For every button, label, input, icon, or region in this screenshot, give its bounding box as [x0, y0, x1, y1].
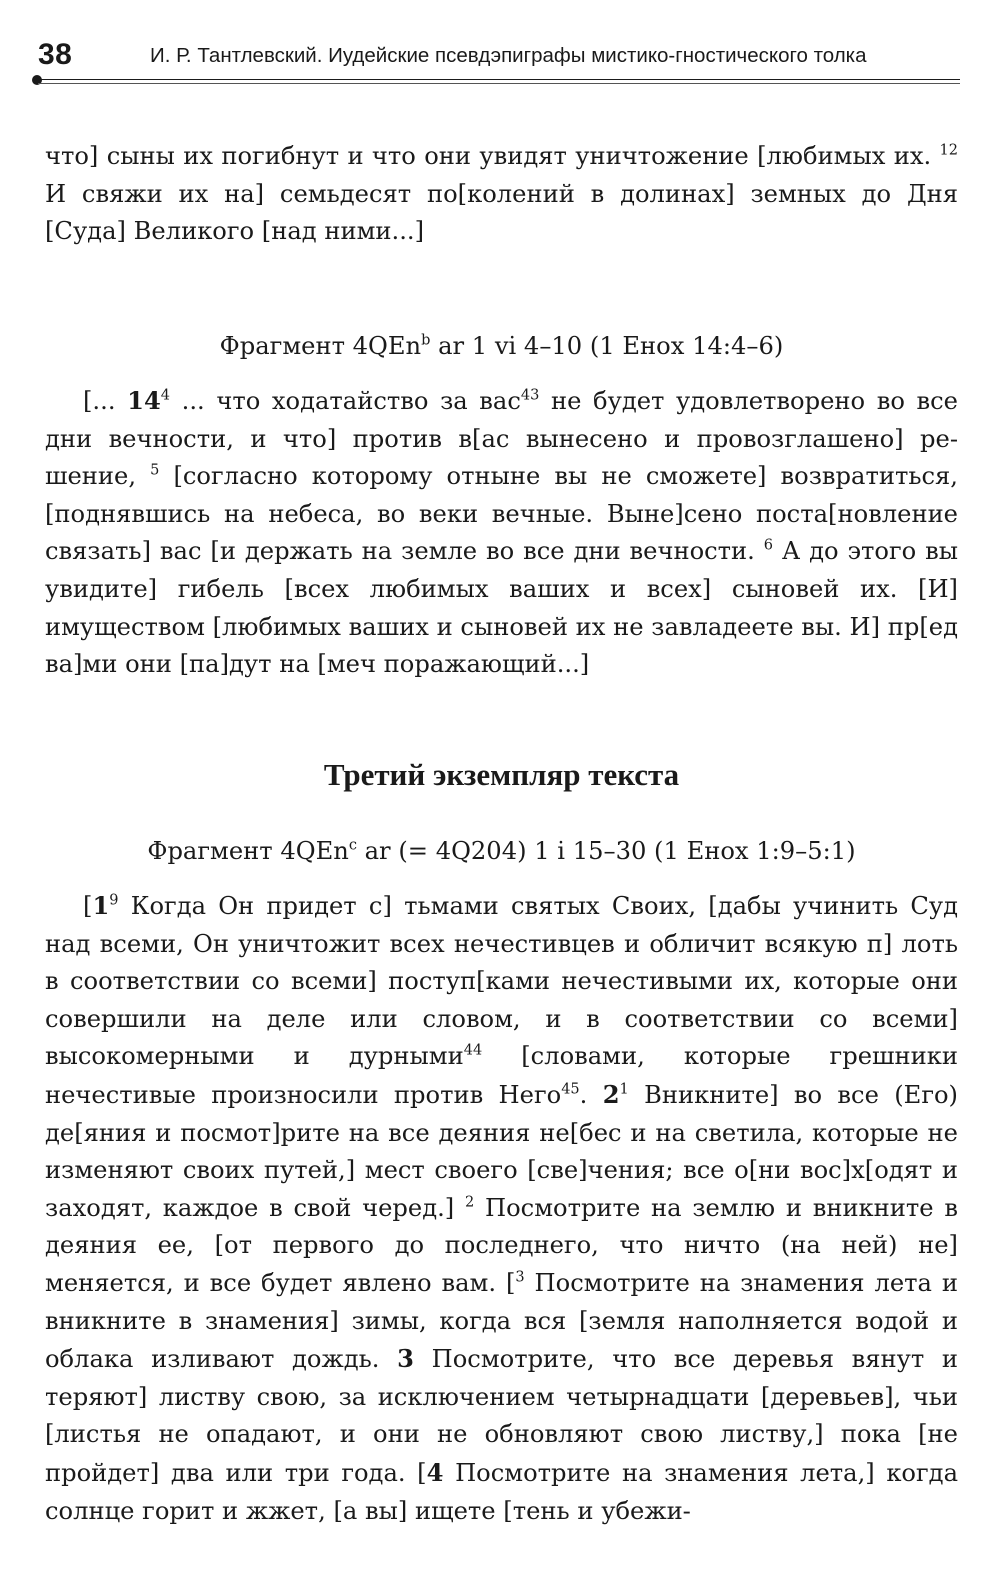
- text-run: А до этого вы увидите] гибель [всех любимых ваших и всех] сыновей их. [И] имуществом [любимых ваших и сыновей их не завладеете вы. И] пр[ед ва]ми они [па]дут на [меч поражающий...]: [45, 537, 959, 679]
- text-run: И свяжи их на] семьдесят по[колений в долинах] земных до: [45, 179, 892, 208]
- superscript: c: [348, 837, 357, 854]
- chapter-number: 14: [127, 386, 161, 415]
- section-title: Третий экземпляр текста: [323, 757, 680, 792]
- text-run: ar 1 vi 4–10 (1 Енох 14:4–6): [430, 332, 784, 360]
- text-run: Вникните] во все (Его) де[яния и посмот]рите на все деяния не[бес и на светила, которые не изменяют своих путей,] мест своего [све]чения; все о[ни вос]х[одят и заходят, каждое в свой черед.]: [45, 1080, 958, 1222]
- text-run: не будет удовлетворено во все дни вечности, и что] против в[ас вынесено и провозглашено] решение,: [45, 387, 958, 491]
- fragment-text-1: [45, 382, 958, 684]
- text-run: их.: [893, 142, 940, 170]
- text-run: Когда Он придет с] тьмами святых Своих, [дабы учинить Суд над всеми, Он уничтожит всех нечестивцев и обличит всякую п] лоть в соответствии со всеми] поступ[ками нечестивыми их, которые они совершили на деле или словом, и в соответствии со всеми] высокомерными и дурными: [45, 892, 958, 1071]
- text-line: что] сыны их погибнут и что они увидят уничтожение [любимых: [45, 142, 886, 170]
- fragment-heading-2: [45, 833, 958, 871]
- superscript: b: [421, 332, 431, 349]
- header-rule: [38, 79, 960, 80]
- text-run: [согласно которому отныне вы не сможете] возвратиться, [поднявшись на небеса, во веки вечные. Выне]сено поста[новление связать] вас [и держать на земле во все дни вечности.: [45, 462, 958, 566]
- text-run: Посмотрите на знамения лета,] когда солнце горит и жжет, [а вы] ищете [тень и убежи-: [45, 1458, 958, 1525]
- chapter-number: 1: [92, 891, 110, 920]
- text-run: Фрагмент 4QEn: [219, 332, 422, 360]
- verse-number: 12: [939, 142, 958, 159]
- page-number: 38: [38, 38, 73, 71]
- text-run: Посмотрите на землю и вникните в деяния ее, [от первого до последнего, что ничто (на ней) не] меняется, и все будет явлено вам. [: [45, 1193, 958, 1297]
- footnote-ref: 45: [561, 1081, 580, 1098]
- running-head-title: И. Р. Тантлевский. Иудейские псевдэпиграфы мистико-гностического толка: [150, 44, 867, 67]
- text-run: Посмотрите на знамения лета и вникните в знамения] зимы, когда вся [земля наполняется водой и облака изливают дождь.: [45, 1268, 958, 1374]
- text-run: Фрагмент 4QEn: [147, 837, 349, 865]
- verse-number: 1: [619, 1081, 629, 1098]
- verse-number: 6: [763, 537, 774, 554]
- footnote-ref: 44: [463, 1042, 483, 1059]
- text-line: Дня [Суда] Великого [над ними...]: [45, 179, 958, 246]
- running-head: [38, 30, 960, 78]
- verse-number: 2: [464, 1194, 475, 1211]
- fragment-text-2: [45, 887, 958, 1530]
- verse-number: 4: [160, 387, 171, 404]
- chapter-number: 4: [426, 1457, 444, 1487]
- text-run: ar (= 4Q204) 1 i 15–30 (1 Енох 1:9–5:1): [356, 837, 856, 865]
- text-run: [словами, которые грешники нечестивые произносили против Него: [45, 1042, 958, 1109]
- text-run: [: [83, 892, 93, 920]
- fragment-heading-1: [45, 328, 958, 366]
- text-run: ... что ходатайство за вас: [170, 387, 521, 415]
- verse-number: 5: [150, 462, 160, 479]
- paragraph-continuation: [45, 138, 958, 251]
- header-rule-thin: [38, 83, 960, 84]
- footnote-ref: 43: [520, 387, 540, 404]
- text-run: [...: [83, 387, 128, 415]
- chapter-number: 3: [397, 1344, 414, 1374]
- text-run: Посмотрите, что все деревья вянут и теряют] листву свою, за исключением четырнадцати [деревьев], чьи [листья не опадают, и они не обновляют свою листву,] пока [не пройдет] два или три года. [: [45, 1345, 958, 1487]
- chapter-number: 2: [602, 1079, 620, 1109]
- text-run: .: [579, 1080, 603, 1109]
- verse-number: 3: [515, 1269, 525, 1286]
- verse-number: 9: [109, 892, 119, 909]
